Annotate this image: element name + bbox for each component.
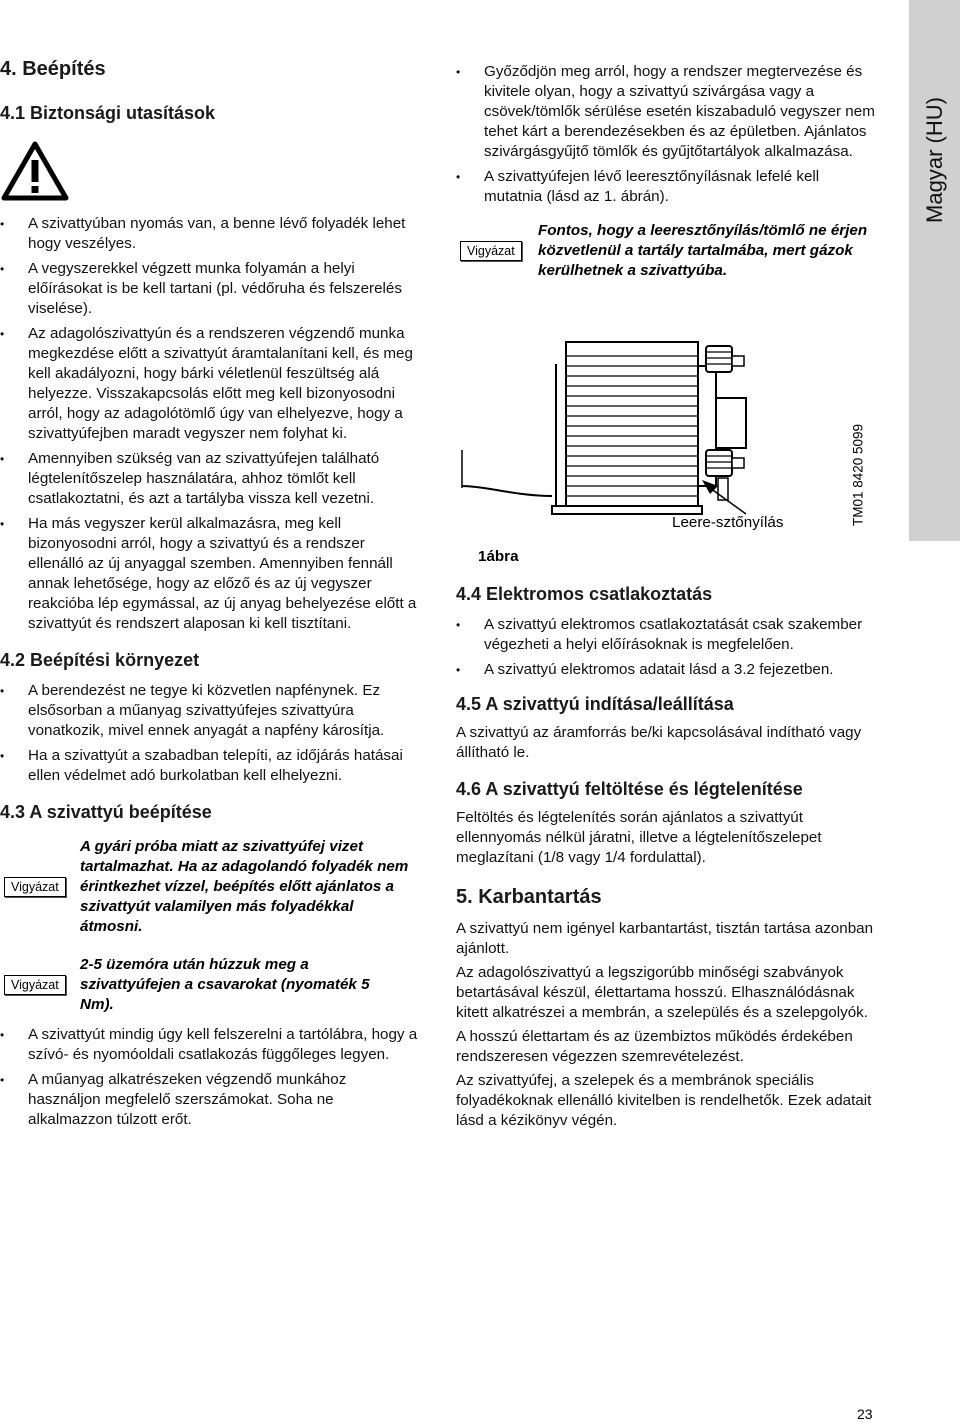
subsection-title-safety: 4.1 Biztonsági utasítások bbox=[0, 103, 216, 123]
electric-bullet-list bbox=[456, 615, 876, 680]
left-column bbox=[0, 58, 420, 1135]
right-column bbox=[456, 62, 876, 281]
subsection-title-environment: 4.2 Beépítési környezet bbox=[0, 650, 200, 670]
page-number: 23 bbox=[857, 1406, 873, 1422]
warning-label: Vigyázat bbox=[460, 241, 522, 261]
list-item: • A szivattyút mindig úgy kell felszerelni a tartólábra, hogy a szívó- és nyomóoldali csatlakozás függőleges legyen. bbox=[0, 1025, 420, 1065]
list-item: • A vegyszerekkel végzett munka folyamán a helyi előírásokat is be kell tartani (pl. védőruha és felszerelés viselése). bbox=[0, 259, 420, 319]
maintenance-paragraph: Az szivattyúfej, a szelepek és a membránok speciális folyadékoknak ellenálló kivitelben is rendelhetők. Ezek adatait lásd a kézikönyv végén. bbox=[456, 1072, 872, 1129]
warning-block bbox=[0, 837, 420, 937]
warning-text: A gyári próba miatt az szivattyúfej vizet tartalmazhat. Ha az adagolandó folyadék nem érintkezhet vízzel, beépítés előtt ajánlatos a szivattyút valamilyen más folyadékkal átmosni. bbox=[80, 838, 409, 935]
figure-caption: 1ábra bbox=[478, 548, 519, 565]
figure-1 bbox=[456, 328, 876, 568]
maintenance-paragraph: A szivattyú nem igényel karbantartást, tisztán tartása azonban ajánlott. bbox=[456, 920, 874, 957]
warning-label: Vigyázat bbox=[4, 975, 66, 995]
subsection-title-filling: 4.6 A szivattyú feltöltése és légtelenítése bbox=[456, 779, 803, 799]
list-item: • Győződjön meg arról, hogy a rendszer megtervezése és kivitele olyan, hogy a szivattyú szivárgása vagy a csövek/tömlők sérülése esetén kiszabaduló vegyszer nem tehet kárt a berendezésekben és az épületben. Ajánlatos szivárgásgyűjtő tömlők és gyűjtőtartályok alkalmazása. bbox=[456, 62, 876, 162]
maintenance-paragraph: A hosszú élettartam és az üzembiztos működés érdekében rendszeresen végezzen szemrevételezést. bbox=[456, 1028, 853, 1065]
figure-code: TM01 8420 5099 bbox=[850, 423, 866, 527]
safety-bullet-list bbox=[0, 214, 420, 634]
list-item: • A szivattyú elektromos adatait lásd a 3.2 fejezetben. bbox=[456, 660, 876, 680]
warning-block bbox=[456, 221, 876, 281]
warning-block bbox=[0, 955, 420, 1015]
language-tab-label: Magyar (HU) bbox=[921, 97, 947, 223]
fill-text: Feltöltés és légtelenítés során ajánlatos a szivattyút ellennyomás nélkül járatni, illetve a légtelenítőszelepet meglazítani (1/8 vagy 1/4 fordulattal). bbox=[456, 809, 822, 866]
subsection-title-electric: 4.4 Elektromos csatlakoztatás bbox=[456, 584, 713, 604]
list-item: • A szivattyú elektromos csatlakoztatását csak szakember végezheti a helyi előírásoknak is megfelelően. bbox=[456, 615, 876, 655]
list-item: • A szivattyúban nyomás van, a benne lévő folyadék lehet hogy veszélyes. bbox=[0, 214, 420, 254]
list-item: • A műanyag alkatrészeken végzendő munkához használjon megfelelő szerszámokat. Soha ne alkalmazzon túlzott erőt. bbox=[0, 1070, 420, 1130]
list-item: • Amennyiben szükség van az szivattyúfejen található légtelenítőszelep használatára, ahhoz tömlőt kell csatlakoztatni, és azt a tartályba vissza kell vezetni. bbox=[0, 449, 420, 509]
pump-drawing bbox=[456, 328, 876, 568]
figure-callout: Leere-sztőnyílás bbox=[672, 514, 784, 531]
start-text: A szivattyú az áramforrás be/ki kapcsolásával indítható vagy állítható le. bbox=[456, 724, 862, 761]
list-item: • A szivattyúfejen lévő leeresztőnyílásnak lefelé kell mutatnia (lásd az 1. ábrán). bbox=[456, 167, 876, 207]
warning-text: Fontos, hogy a leeresztőnyílás/tömlő ne érjen közvetlenül a tartály tartalmába, mert gázok kerülhetnek a szivattyúba. bbox=[538, 222, 868, 279]
list-item: • A berendezést ne tegye ki közvetlen napfénynek. Ez elsősorban a műanyag szivattyúfejes szivattyúra vonatkozik, mivel ennek anyagát a napfény károsítja. bbox=[0, 681, 420, 741]
language-tab bbox=[909, 0, 960, 541]
warning-label: Vigyázat bbox=[4, 877, 66, 897]
subsection-title-installation: 4.3 A szivattyú beépítése bbox=[0, 802, 212, 822]
subsection-title-start: 4.5 A szivattyú indítása/leállítása bbox=[456, 694, 734, 714]
environment-bullet-list bbox=[0, 681, 420, 786]
top-bullet-list bbox=[456, 62, 876, 207]
warning-triangle-icon bbox=[0, 140, 70, 202]
section-title-maintenance: 5. Karbantartás bbox=[456, 886, 602, 908]
list-item: • Az adagolószivattyún és a rendszeren végzendő munka megkezdése előtt a szivattyút áramtalanítani kell, és meg kell akadályozni, hogy bárki véletlenül feszültség alá helyezze. Visszakapcsolás előtt meg kell bizonyosodni arról, hogy az adagolótömlő úgy van elhelyezve, hogy a szivattyúfejben maradt vegyszer nem folyhat ki. bbox=[0, 324, 420, 444]
right-column-lower bbox=[456, 584, 876, 1131]
maintenance-paragraph: Az adagolószivattyú a legszigorúbb minőségi szabványok betartásával készül, élettartama hosszú. Elhasználódásnak kitett alkatrészei a membrán, a szelepülés és a szelepgolyók. bbox=[456, 964, 868, 1021]
section-title: 4. Beépítés bbox=[0, 58, 106, 80]
list-item: • Ha más vegyszer kerül alkalmazásra, meg kell bizonyosodni arról, hogy a szivattyú és a rendszer ellenálló az új anyaggal szemben. Amennyiben fennáll annak lehetősége, hogy az előző és az új vegyszer reakcióba lép egymással, az új anyag behelyezése előtt a szivattyút és rendszert alaposan ki kell tisztítani. bbox=[0, 514, 420, 634]
list-item: • Ha a szivattyút a szabadban telepíti, az időjárás hatásai ellen védelmet adó burkolatban kell elhelyezni. bbox=[0, 746, 420, 786]
installation-bullet-list bbox=[0, 1025, 420, 1130]
warning-text: 2-5 üzemóra után húzzuk meg a szivattyúfejen a csavarokat (nyomaték 5 Nm). bbox=[80, 956, 370, 1013]
